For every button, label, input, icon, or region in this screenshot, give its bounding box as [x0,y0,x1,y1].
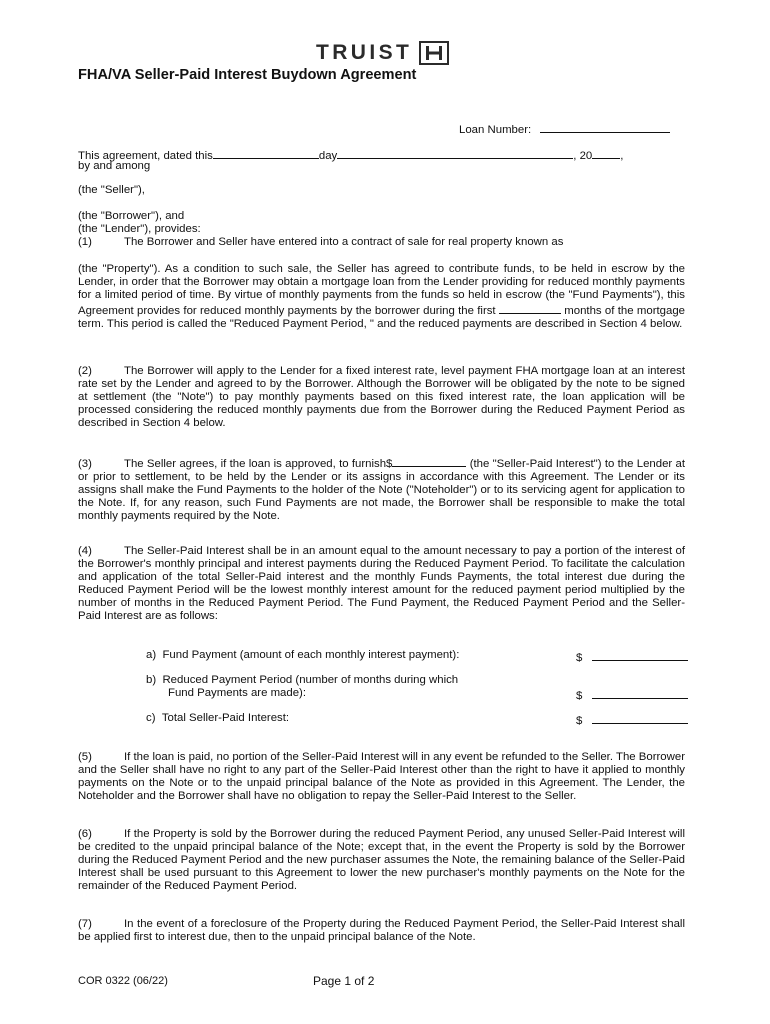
form-code: COR 0322 (06/22) [78,975,168,987]
total-seller-paid-interest-blank[interactable] [592,712,688,724]
section-3: (3) The Seller agrees, if the loan is approved, to furnish$ (the "Seller-Paid Interest") to the Lender at or prior to settlement, to be held by the Lender or its assigns in accordance with this Agreement. The Lender or its assigns shall make the Fund Payments to the holder of the Note ("Noteholder") or to its servicing agent for application to the Note. If, for any reason, such Fund Payments are not made, the Borrower shall be responsible to make the total monthly payments required by the Note. [78,455,685,523]
reduced-payment-period-blank[interactable] [592,687,688,699]
section-6: (6) If the Property is sold by the Borrower during the reduced Payment Period, any unused Seller-Paid Interest will be credited to the unpaid principal balance of the Note; except that, in the event the Property is sold by the Borrower during the Reduced Payment Period and the new purchaser assumes the Note, the remaining balance of the Seller-Paid Interest shall be used pursuant to this Agreement to lower the new purchaser's monthly payments on the Note for the remainder of the Reduced Payment Period. [78,828,685,892]
loan-number-label: Loan Number: [459,124,532,136]
section-5: (5) If the loan is paid, no portion of the Seller-Paid Interest will in any event be refunded to the Seller. The Borrower and the Seller shall have no right to any part of the Seller-Paid Interest other than the right to have it applied to monthly payments on the Note or to the unpaid principal balance of the Note as provided in this Agreement. The Lender, the Noteholder and the Borrower shall have no obligation to repay the Seller-Paid Interest to the Seller. [78,751,685,802]
lender-line: (the "Lender"), provides: [78,223,201,235]
month-blank[interactable] [337,147,573,159]
seller-paid-amount-blank[interactable] [392,455,466,467]
section-7: (7) In the event of a foreclosure of the Property during the Reduced Payment Period, the Seller-Paid Interest shall be applied first to interest due, then to the unpaid principal balance of the Note. [78,918,685,943]
months-blank[interactable] [499,302,561,314]
by-and-among: by and among [78,160,151,172]
page-number: Page 1 of 2 [313,974,375,988]
seller-line: (the "Seller"), [78,184,145,196]
borrower-line: (the "Borrower"), and [78,210,185,222]
fund-payment-field: $ [576,649,688,664]
truist-mark-icon [419,41,449,65]
reduced-payment-period-label: b) Reduced Payment Period (number of months during which Fund Payments are made): [146,674,459,699]
agreement-date-line: This agreement, dated this day , 20 , [78,147,685,163]
loan-number-blank[interactable] [540,121,670,133]
section-2: (2) The Borrower will apply to the Lender for a fixed interest rate, level payment FHA mortgage loan at an interest rate set by the Lender and agreed to by the Borrower. Although the Borrower will be obligated by the note to be signed at settlement (the "Note") to pay monthly payments based on this fixed interest rate, the loan application will be processed considering the reduced monthly payments due from the Borrower during the Reduced Payment Period as described in Section 4 below. [78,365,685,429]
loan-number-field [459,121,670,136]
reduced-payment-period-field: $ [576,687,688,702]
total-seller-paid-interest-label: c) Total Seller-Paid Interest: [146,712,290,724]
fund-payment-blank[interactable] [592,649,688,661]
section-1-heading: (1) The Borrower and Seller have entered into a contract of sale for real property known as [78,236,564,248]
year-blank[interactable] [592,147,620,159]
fund-payment-label: a) Fund Payment (amount of each monthly interest payment): [146,649,460,661]
total-seller-paid-interest-field: $ [576,712,688,727]
section-1-body: (the "Property"). As a condition to such sale, the Seller has agreed to contribute funds, to be held in escrow by the Lender, in order that the Borrower may obtain a mortgage loan from the Lender providing for reduced monthly payments for a limited period of time. By virtue of monthly payments from the funds so held in escrow (the "Fund Payments"), this Agreement provides for reduced monthly payments by the borrower during the first months of the mortgage term. This period is called the "Reduced Payment Period, " and the reduced payments are described in Section 4 below. [78,263,686,330]
date-blank[interactable] [213,147,319,159]
logo-wordmark: TRUIST [316,41,413,64]
truist-logo [316,40,449,66]
page-title: FHA/VA Seller-Paid Interest Buydown Agreement [78,67,417,83]
section-4: (4) The Seller-Paid Interest shall be in an amount equal to the amount necessary to pay a portion of the interest of the Borrower's monthly principal and interest payments during the Reduced Payment Period. To facilitate the calculation and application of the total Seller-Paid interest and the monthly Funds Payments, the total interest due during the Reduced Payment Period will be the lowest monthly interest amount for the reduced payment period multiplied by the number of months in the Reduced Payment Period. The Fund Payment, the Reduced Payment Period and the Seller-Paid Interest are as follows: [78,545,685,622]
